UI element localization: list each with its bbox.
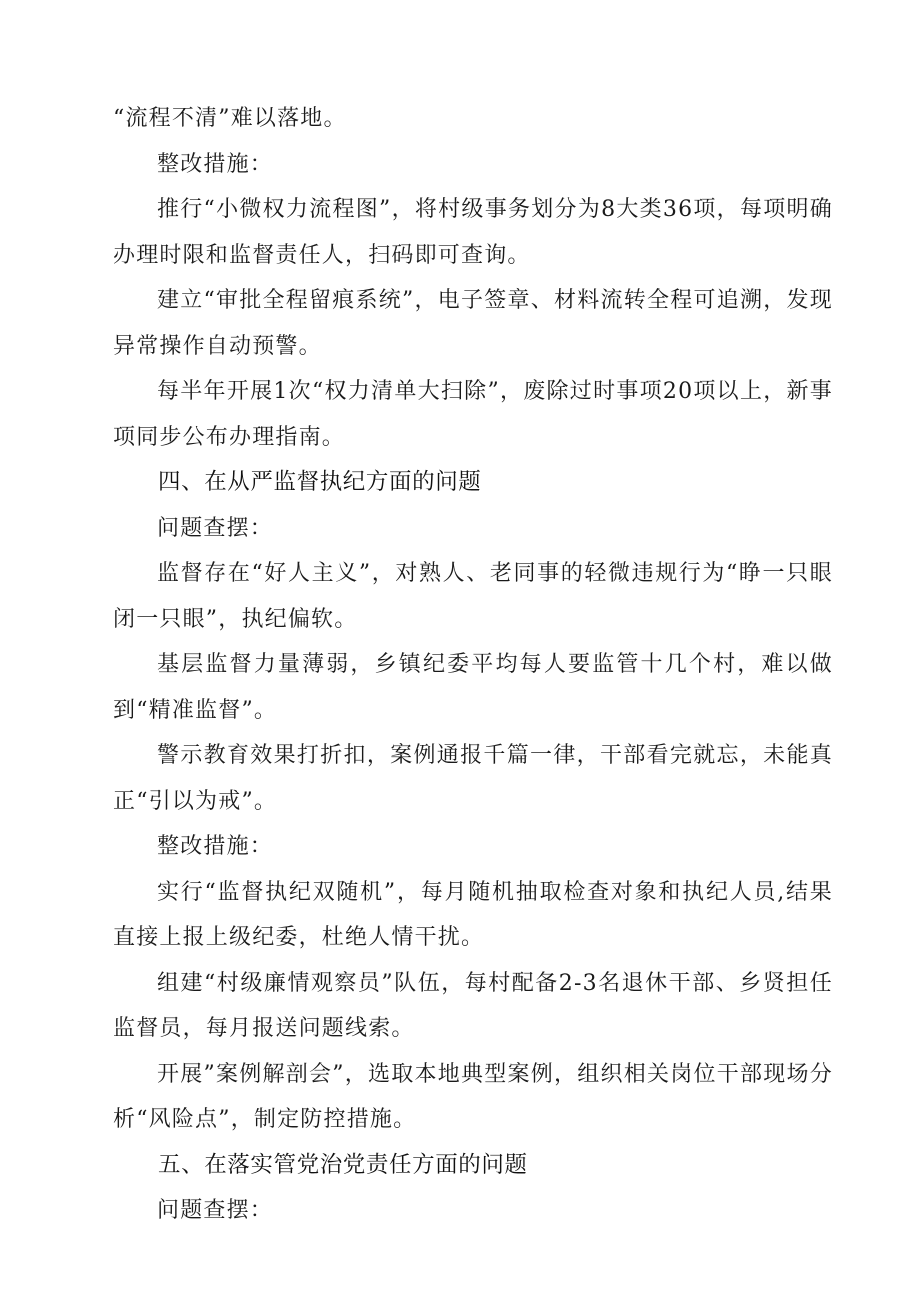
- section-heading-party-governance: 五、在落实管党治党责任方面的问题: [158, 1151, 528, 1178]
- paragraph-continuation: “流程不清”难以落地。: [113, 106, 347, 131]
- label-problem-review: 问题查摆：: [157, 515, 274, 541]
- paragraph-approval-trace-system: 建立“审批全程留痕系统”，电子签章、材料流转全程可追溯，发现异常操作自动预警。: [113, 288, 833, 359]
- paragraph-weak-supervision: 基层监督力量薄弱，乡镇纪委平均每人要监管十几个村，难以做到“精准监督”。: [113, 652, 833, 723]
- paragraph-case-analysis: 开展”案例解剖会”，选取本地典型案例，组织相关岗位干部现场分析“风险点”，制定防控措施。: [113, 1061, 833, 1132]
- label-problem-review-2: 问题查摆：: [157, 1198, 274, 1223]
- label-rectification-measures-2: 整改措施：: [157, 834, 274, 859]
- paragraph-power-list-cleanup: 每半年开展1次“权力清单大扫除”，废除过时事项20项以上，新事项同步公布办理指南。: [113, 379, 833, 450]
- paragraph-power-flowchart: 推行“小微权力流程图”，将村级事务划分为8大类36项，每项明确办理时限和监督责任人，扫码即可查询。: [113, 197, 833, 268]
- paragraph-good-person-ism: 监督存在“好人主义”，对熟人、老同事的轻微违规行为“睁一只眼闭一只眼”，执纪偏软。: [113, 561, 833, 632]
- paragraph-double-random: 实行“监督执纪双随机”，每月随机抽取检查对象和执纪人员,结果直接上报上级纪委，杜绝人情干扰。: [113, 879, 833, 950]
- document-body: [113, 96, 833, 1234]
- paragraph-integrity-observers: 组建“村级廉情观察员”队伍，每村配备2-3名退休干部、乡贤担任监督员，每月报送问题线索。: [113, 970, 833, 1041]
- section-heading-supervision: 四、在从严监督执纪方面的问题: [158, 469, 482, 495]
- paragraph-warning-education: 警示教育效果打折扣，案例通报千篇一律，干部看完就忘，未能真正“引以为戒”。: [113, 743, 833, 814]
- label-rectification-measures: 整改措施：: [157, 151, 274, 177]
